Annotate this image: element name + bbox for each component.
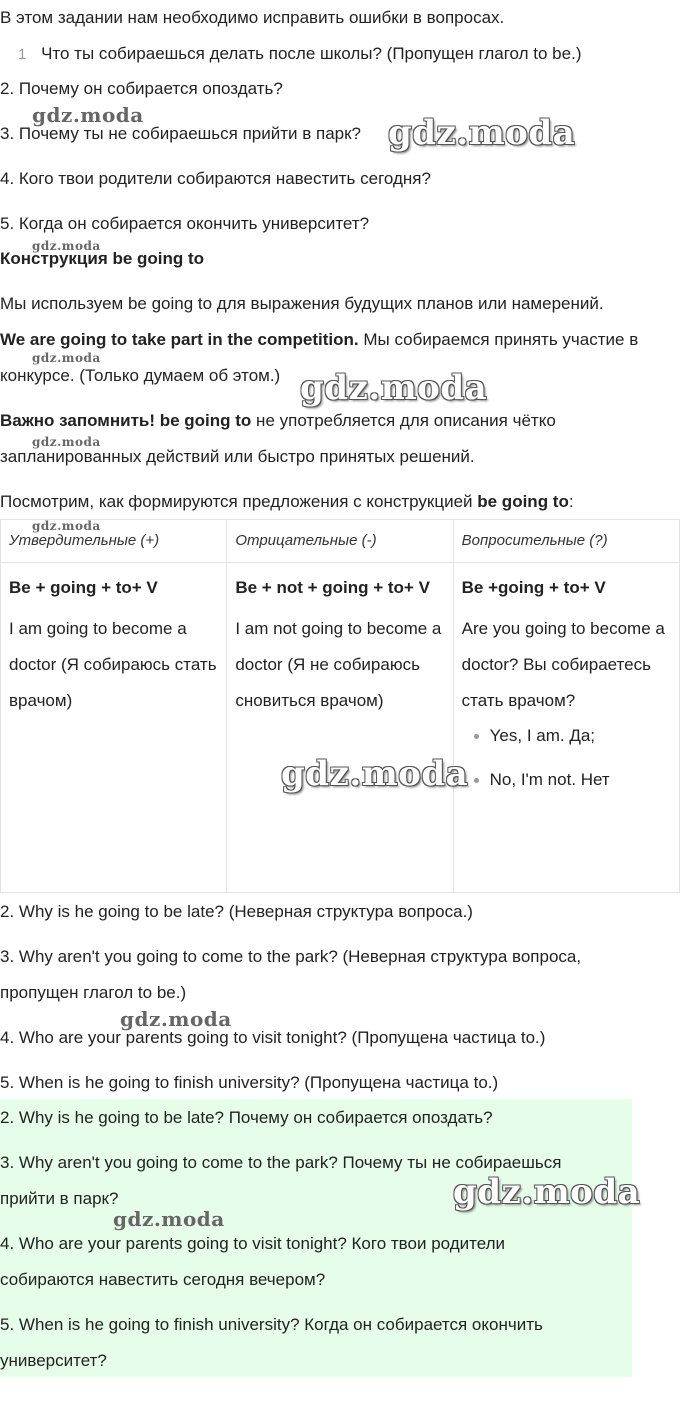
answer-4a: 4. Who are your parents going to visit tonight? Кого твои родители (0, 1234, 506, 1253)
cell-interrogative (453, 563, 679, 893)
watermark-logo: gdz.moda (120, 1007, 232, 1031)
question-1-number: 1 (18, 46, 27, 63)
watermark-logo: gdz.moda (113, 1207, 225, 1231)
answer-3b: прийти в парк? (0, 1189, 119, 1208)
note-line-1 (0, 410, 556, 432)
formula-negative: Be + not + going + to+ V (235, 578, 430, 597)
correction-3b: пропущен глагол to be.) (0, 983, 187, 1002)
example-line-2: конкурсе. (Только думаем об этом.) (0, 366, 281, 385)
question-1-text: Что ты собираешься делать после школы? (Пропущен глагол to be.) (41, 44, 582, 63)
example-negative: I am not going to become a doctor (Я не собираюсь сновиться врачом) (235, 619, 442, 710)
question-4: 4. Кого твои родители собираются навестить сегодня? (0, 169, 431, 188)
question-5: 5. Когда он собирается окончить университет? (0, 214, 370, 233)
correction-5: 5. When is he going to finish university? (Пропущена частица to.) (0, 1073, 499, 1092)
correction-3a: 3. Why aren't you going to come to the park? (Неверная структура вопроса, (0, 947, 582, 966)
construction-table (0, 519, 680, 893)
answer-5b: университет? (0, 1351, 107, 1370)
watermark-logo: gdz.moda (388, 113, 576, 153)
watermark-logo: gdz.moda (300, 368, 488, 408)
watermark-logo: gdz.moda (32, 351, 101, 365)
example-ru-a: Мы собираемся принять участие в (358, 330, 639, 349)
answer-4b: собираются навестить сегодня вечером? (0, 1270, 326, 1289)
watermark-logo: gdz.moda (32, 435, 101, 449)
answer-2: 2. Why is he going to be late? Почему он собирается опоздать? (0, 1108, 493, 1127)
example-affirmative: I am going to become a doctor (Я собираюсь стать врачом) (9, 619, 217, 710)
example-en: We are going to take part in the competition. (0, 330, 359, 349)
table-header-row (1, 520, 680, 563)
question-1 (18, 43, 581, 66)
construction-title: Конструкция be going to (0, 249, 205, 268)
formula-interrogative: Be +going + to+ V (461, 578, 606, 597)
answer-3a: 3. Why aren't you going to come to the park? Почему ты не собираешься (0, 1153, 562, 1172)
watermark-logo: gdz.moda (32, 103, 144, 127)
table-body-row (1, 563, 680, 893)
question-2: 2. Почему он собирается опоздать? (0, 79, 283, 98)
header-affirmative: Утвердительные (+) (1, 520, 227, 563)
answer-list (462, 725, 671, 791)
list-item: Yes, I am. Да; (490, 725, 671, 747)
example-interrogative: Are you going to become a doctor? Вы собираетесь стать врачом? (461, 619, 665, 710)
header-negative: Отрицательные (-) (227, 520, 453, 563)
correction-2: 2. Why is he going to be late? (Неверная структура вопроса.) (0, 902, 473, 921)
answer-5a: 5. When is he going to finish university? Когда он собирается окончить (0, 1315, 543, 1334)
note-line-2: запланированных действий или быстро принятых решений. (0, 447, 475, 466)
list-item: No, I'm not. Нет (490, 769, 671, 791)
note-bold: Важно запомнить! be going to (0, 411, 252, 430)
usage-text: Мы используем be going to для выражения будущих планов или намерений. (0, 294, 604, 313)
question-3: 3. Почему ты не собираешься прийти в парк? (0, 124, 361, 143)
watermark-logo: gdz.moda (32, 519, 101, 533)
watermark-logo: gdz.moda (32, 239, 101, 253)
formation-text: Посмотрим, как формируются предложения с конструкцией be going to: (0, 492, 574, 511)
correction-4: 4. Who are your parents going to visit tonight? (Пропущена частица to.) (0, 1028, 546, 1047)
formation-bold: be going to (477, 492, 569, 511)
example-line-1 (0, 329, 638, 351)
cell-negative (227, 563, 453, 893)
note-a: не употребляется для описания чётко (251, 411, 556, 430)
formula-affirmative: Be + going + to+ V (9, 578, 158, 597)
watermark-logo: gdz.moda (453, 1172, 641, 1212)
intro-text: В этом задании нам необходимо исправить ошибки в вопросах. (0, 8, 505, 27)
cell-affirmative (1, 563, 227, 893)
watermark-logo: gdz.moda (281, 754, 469, 794)
header-interrogative: Вопросительные (?) (453, 520, 679, 563)
